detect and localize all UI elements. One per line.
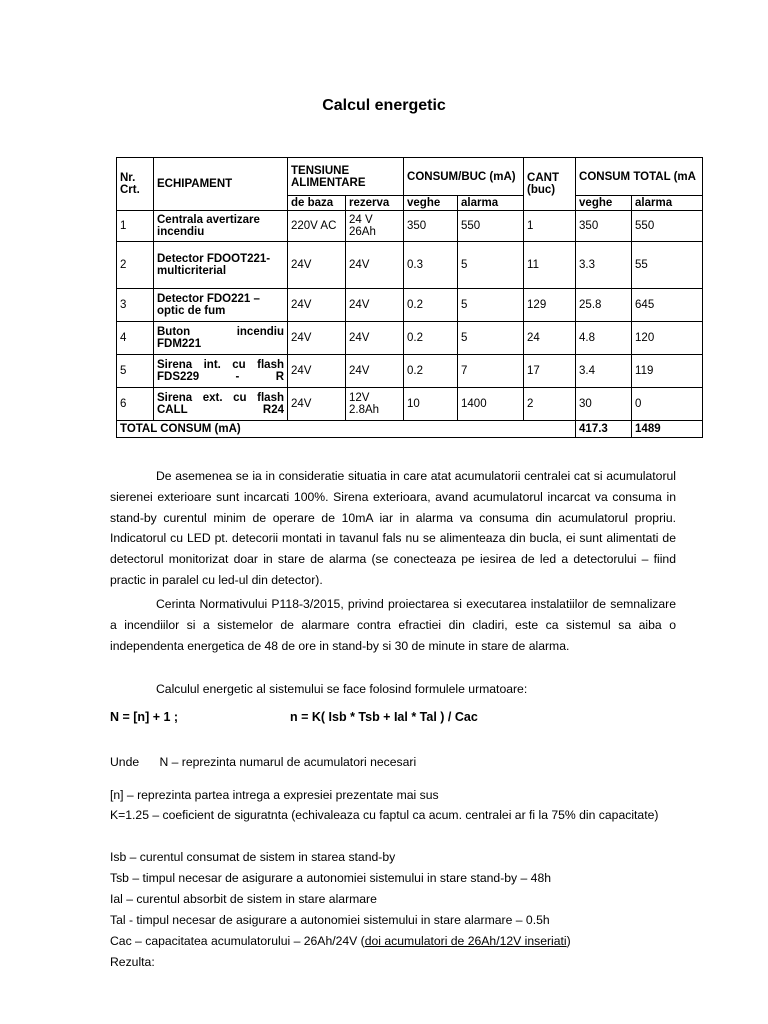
cell-alarma: 5 — [458, 322, 524, 355]
cell-rezerva: 24 V 26Ah — [346, 211, 404, 242]
cell-nr: 3 — [117, 289, 154, 322]
total-row — [117, 421, 703, 438]
cell-veghe: 0.2 — [404, 355, 458, 388]
cell-rezerva: 24V — [346, 355, 404, 388]
header-rezerva: rezerva — [346, 196, 404, 211]
header-cant: CANT (buc) — [524, 158, 576, 211]
header-tensiune: TENSIUNE ALIMENTARE — [288, 158, 404, 196]
cell-nr: 2 — [117, 242, 154, 289]
cell-cant: 2 — [524, 388, 576, 421]
definition-cac — [110, 931, 676, 952]
definition-n: [n] – reprezinta partea intrega a expresiei prezentate mai sus — [110, 788, 439, 802]
formula-n-partial: n = K( Isb * Tsb + Ial * Tal ) / Cac — [290, 710, 478, 724]
cell-veghe: 350 — [404, 211, 458, 242]
definition-unde: Unde N – reprezinta numarul de acumulatori necesari — [110, 755, 417, 769]
header-total-veghe: veghe — [576, 196, 632, 211]
energy-table — [116, 157, 703, 438]
cell-baza: 24V — [288, 289, 346, 322]
cell-total-veghe: 30 — [576, 388, 632, 421]
paragraph-normativ: Cerinta Normativului P118-3/2015, privind proiectarea si executarea instalatiilor de semnalizare a incendiilor si a sistemelor de alarmare contra efractiei din cladiri, este ca sistemul sa aiba o independenta energetica de 48 de ore in stand-by si 30 de minute in stare de alarma. — [110, 597, 676, 653]
cell-total-alarma: 645 — [632, 289, 703, 322]
cell-echipament: Centrala avertizare incendiu — [154, 211, 288, 242]
cell-echipament: Sirena ext. cu flash CALL R24 — [154, 388, 288, 421]
cell-echipament: Detector FDO221 – optic de fum — [154, 289, 288, 322]
cell-veghe: 0.2 — [404, 289, 458, 322]
cell-total-alarma: 120 — [632, 322, 703, 355]
header-total-alarma: alarma — [632, 196, 703, 211]
total-label: TOTAL CONSUM (mA) — [117, 421, 576, 438]
cell-total-veghe: 25.8 — [576, 289, 632, 322]
rezulta-label: Rezulta: — [110, 955, 155, 969]
table-row — [117, 388, 703, 421]
cell-rezerva: 24V — [346, 289, 404, 322]
header-consum-total: CONSUM TOTAL (mA — [576, 158, 703, 196]
cell-rezerva: 24V — [346, 242, 404, 289]
cell-total-alarma: 119 — [632, 355, 703, 388]
cell-cant: 24 — [524, 322, 576, 355]
cell-echipament: Sirena int. cu flash FDS229 - R — [154, 355, 288, 388]
definition-k: K=1.25 – coeficient de siguratnta (echivaleaza cu faptul ca acum. centralei ar fi la 75% din capacitate) — [110, 808, 659, 822]
formula-n-total: N = [n] + 1 ; — [110, 710, 179, 724]
header-alarma: alarma — [458, 196, 524, 211]
cell-alarma: 550 — [458, 211, 524, 242]
cell-total-veghe: 4.8 — [576, 322, 632, 355]
total-veghe: 417.3 — [576, 421, 632, 438]
cell-alarma: 5 — [458, 242, 524, 289]
definition-tal: Tal - timpul necesar de asigurare a autonomiei sistemului in stare alarmare – 0.5h — [110, 913, 550, 927]
cell-baza: 24V — [288, 322, 346, 355]
cell-baza: 24V — [288, 388, 346, 421]
cell-alarma: 1400 — [458, 388, 524, 421]
cac-underlined: doi acumulatori de 26Ah/12V inseriati — [364, 934, 567, 948]
cell-echipament: Buton incendiu FDM221 — [154, 322, 288, 355]
cell-echipament: Detector FDOOT221-multicriterial — [154, 242, 288, 289]
table-row — [117, 242, 703, 289]
cac-suffix: ) — [566, 934, 571, 948]
cell-cant: 129 — [524, 289, 576, 322]
header-nr: Nr. Crt. — [117, 158, 154, 211]
table-row — [117, 355, 703, 388]
definition-isb: Isb – curentul consumat de sistem in starea stand-by — [110, 850, 396, 864]
header-de-baza: de baza — [288, 196, 346, 211]
cell-nr: 1 — [117, 211, 154, 242]
cell-total-veghe: 3.4 — [576, 355, 632, 388]
cac-prefix: Cac – capacitatea acumulatorului – 26Ah/24V ( — [110, 934, 365, 948]
cell-alarma: 7 — [458, 355, 524, 388]
cell-nr: 4 — [117, 322, 154, 355]
cell-total-veghe: 3.3 — [576, 242, 632, 289]
cell-total-alarma: 55 — [632, 242, 703, 289]
page-title: Calcul energetic — [322, 97, 446, 114]
cell-total-alarma: 0 — [632, 388, 703, 421]
cell-baza: 24V — [288, 355, 346, 388]
cell-nr: 5 — [117, 355, 154, 388]
header-consum-buc: CONSUM/BUC (mA) — [404, 158, 524, 196]
table-row — [117, 211, 703, 242]
table-row — [117, 322, 703, 355]
header-echipament: ECHIPAMENT — [154, 158, 288, 211]
total-alarma: 1489 — [632, 421, 703, 438]
table-row — [117, 289, 703, 322]
cell-veghe: 0.3 — [404, 242, 458, 289]
cell-veghe: 10 — [404, 388, 458, 421]
cell-total-veghe: 350 — [576, 211, 632, 242]
cell-rezerva: 24V — [346, 322, 404, 355]
cell-rezerva: 12V 2.8Ah — [346, 388, 404, 421]
paragraph-formule-intro: Calculul energetic al sistemului se face folosind formulele urmatoare: — [156, 682, 528, 696]
paragraph-context: De asemenea se ia in consideratie situatia in care atat acumulatorii centralei cat si acumulatorul sierenei exterioare sunt incarcati 100%. Sirena exterioara, avand acumulatorul incarcat va consuma in stand-by curentul minim de operare de 10mA iar in alarma va consuma din acumulatorul propriu. Indicatorul cu LED pt. detecorii montati in tavanul fals nu se alimenteaza din bucla, ei sunt alimentati de detectorul monitorizat doar in stare de alarma (se conecteaza pe iesirea de led a detectorului – fiind practic in paralel cu led-ul din detector). — [110, 469, 676, 587]
cell-baza: 24V — [288, 242, 346, 289]
cell-alarma: 5 — [458, 289, 524, 322]
cell-nr: 6 — [117, 388, 154, 421]
formula-block — [110, 710, 478, 724]
header-veghe: veghe — [404, 196, 458, 211]
cell-baza: 220V AC — [288, 211, 346, 242]
definition-tsb: Tsb – timpul necesar de asigurare a autonomiei sistemului in stare stand-by – 48h — [110, 871, 552, 885]
cell-cant: 1 — [524, 211, 576, 242]
cell-cant: 17 — [524, 355, 576, 388]
cell-veghe: 0.2 — [404, 322, 458, 355]
cell-cant: 11 — [524, 242, 576, 289]
cell-total-alarma: 550 — [632, 211, 703, 242]
definition-ial: Ial – curentul absorbit de sistem in stare alarmare — [110, 892, 377, 906]
